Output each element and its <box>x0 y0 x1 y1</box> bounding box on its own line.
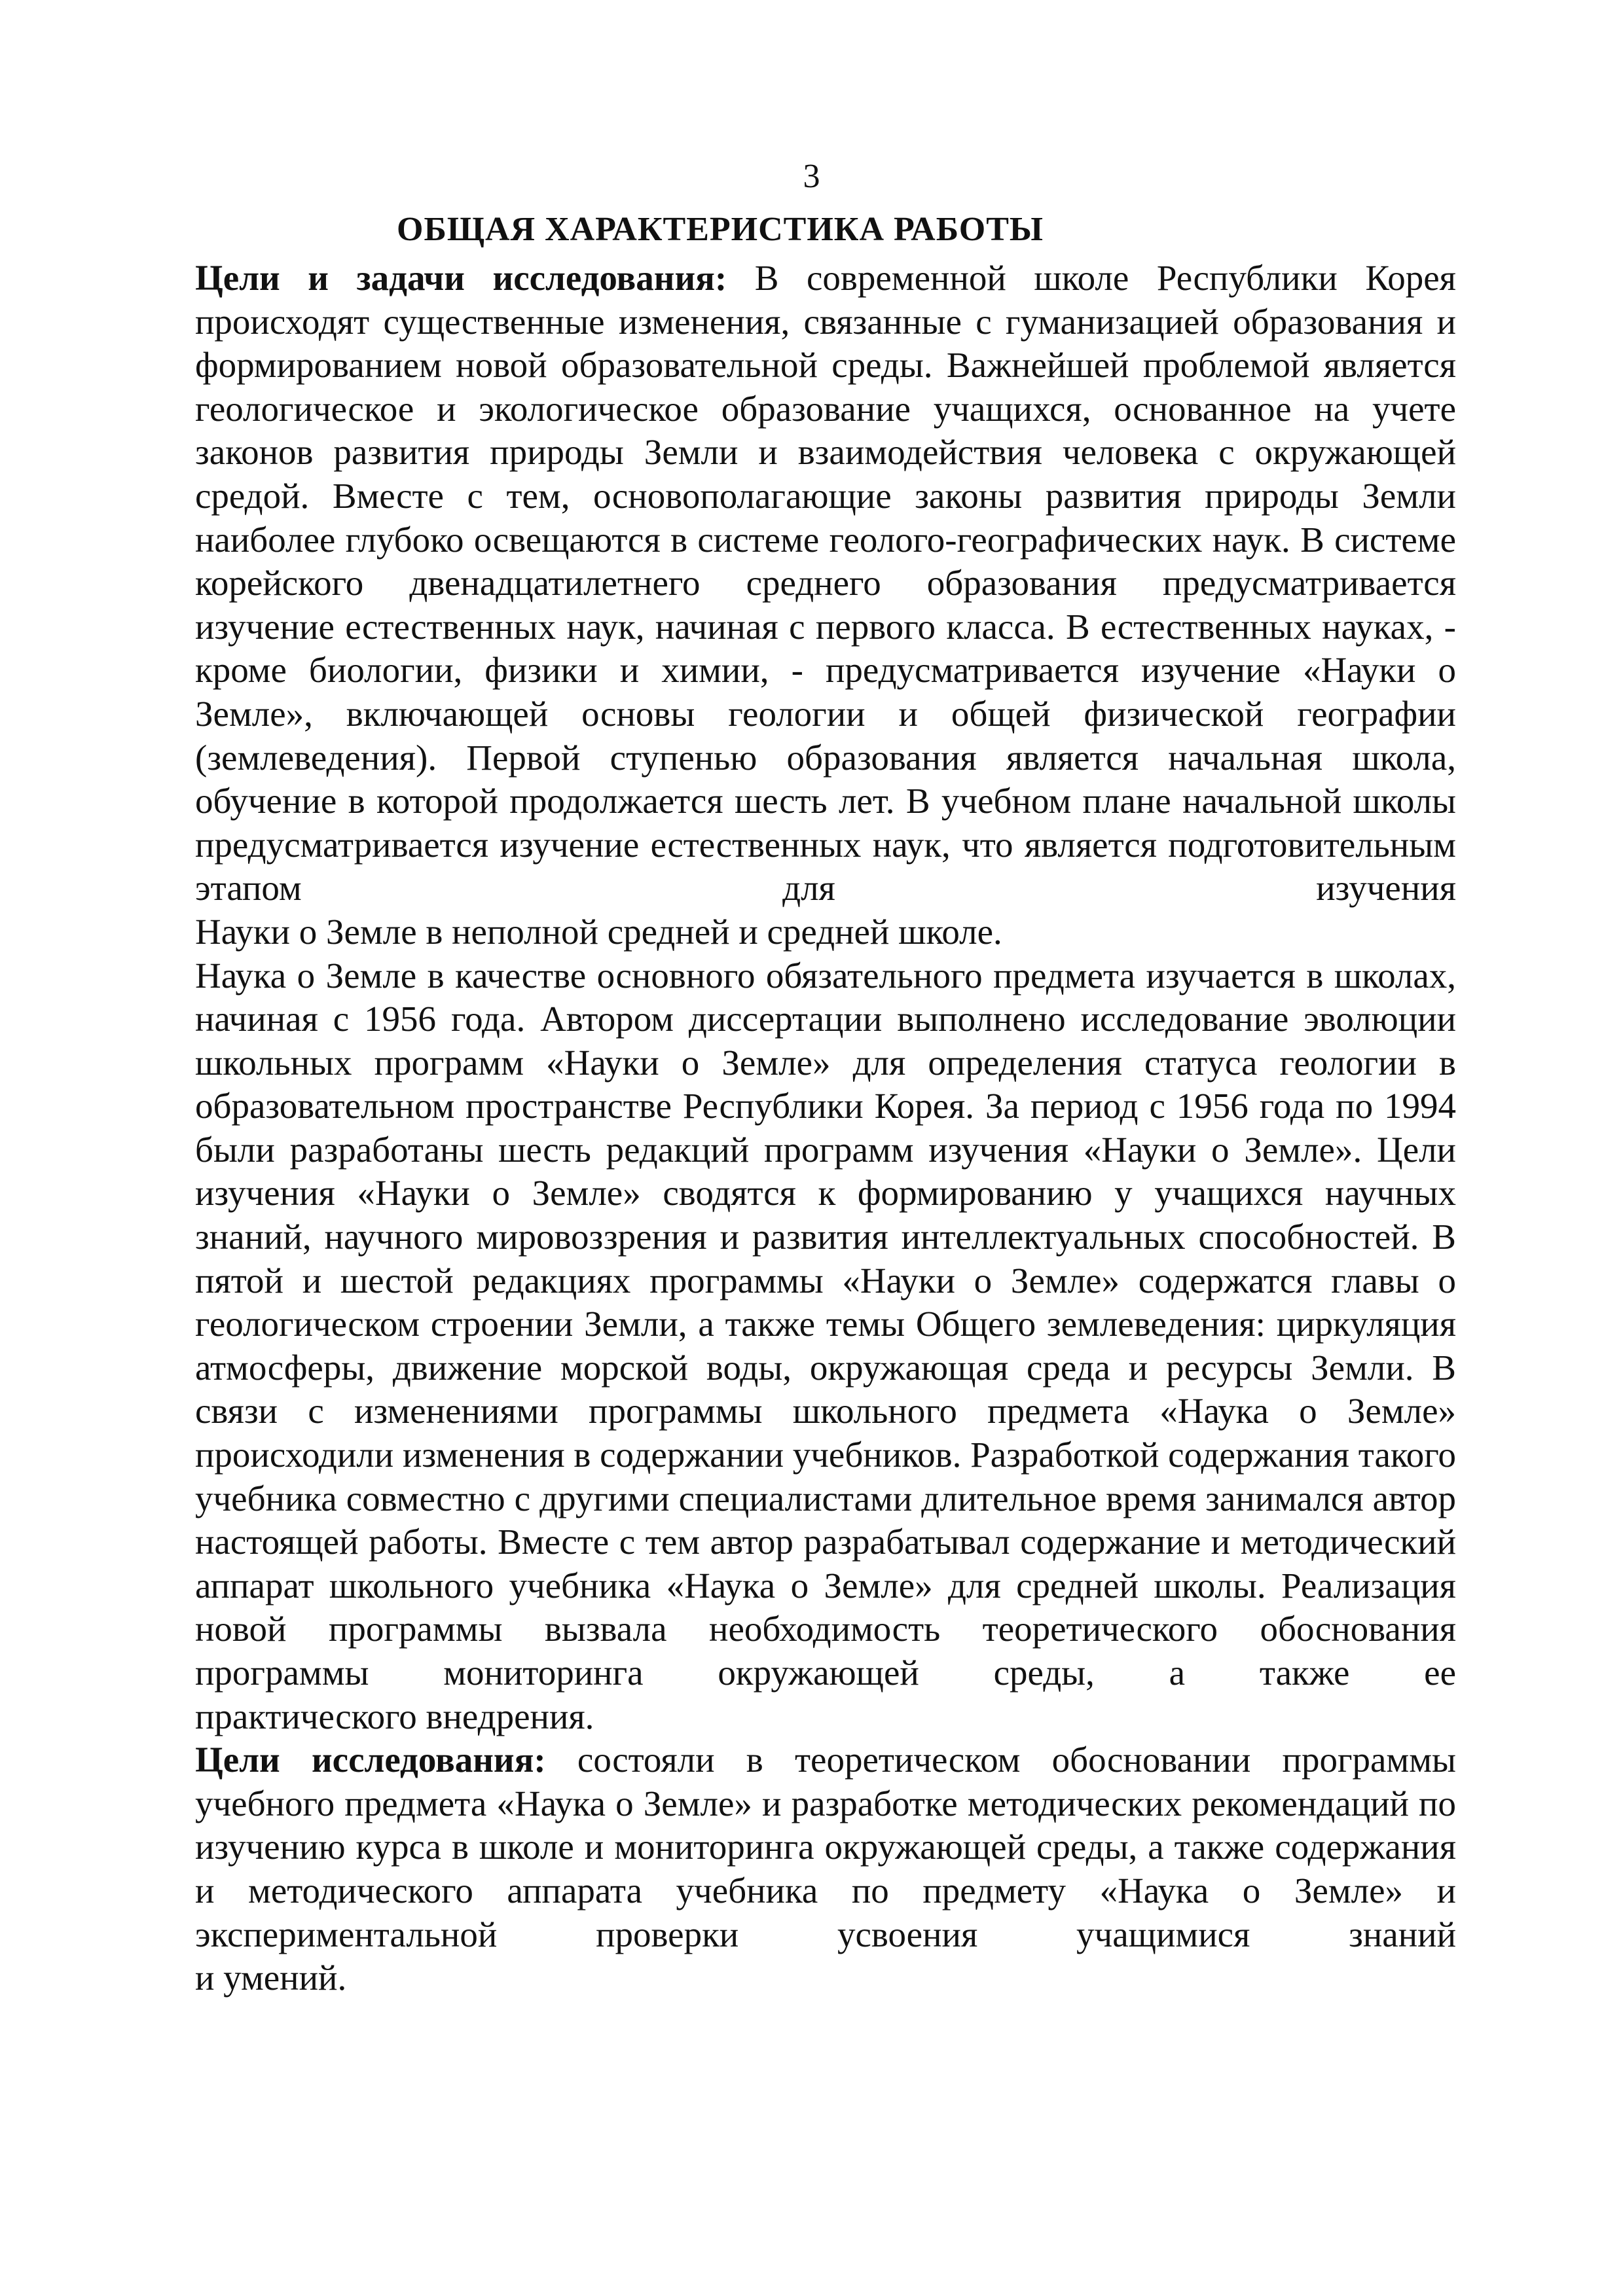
paragraph-research-goals <box>195 1738 1456 2000</box>
paragraph-text: В современной школе Республики Корея происходят существенные изменения, связанные с гуманизацией образования и формированием новой образовательной среды. Важнейшей проблемой является геологическое и экологическое образование учащихся, основанное на учете законов развития природы Земли и взаимодействия человека с окружающей средой. Вместе с тем, основополагающие законы развития природы Земли наиболее глубоко освещаются в системе геолого-географических наук. В системе корейского двенадцатилетнего среднего образования предусматривается изучение естественных наук, начиная с первого класса. В естественных науках, - кроме биологии, физики и химии, - предусматривается изучение «Науки о Земле», включающей основы геологии и общей физической географии (землеведения). Первой ступенью образования является начальная школа, обучение в которой продолжается шесть лет. В учебном плане начальной школы предусматривается изучение естественных наук, что является подготовительным этапом для изучения <box>195 258 1456 908</box>
paragraph-goals-and-tasks <box>195 257 1456 954</box>
paragraph-last-line: практического внедрения. <box>195 1696 594 1736</box>
paragraph-earth-science-history <box>195 954 1456 1739</box>
paragraph-lead: Цели исследования: <box>195 1740 546 1780</box>
paragraph-text: Наука о Земле в качестве основного обязательного предмета изучается в школах, начиная с 1956 года. Автором диссертации выполнено исследование эволюции школьных программ «Науки о Земле» для определения статуса геологии в образовательном пространстве Республики Корея. За период с 1956 года по 1994 были разработаны шесть редакций программ изучения «Науки о Земле». Цели изучения «Науки о Земле» сводятся к формированию у учащихся научных знаний, научного мировоззрения и развития интеллектуальных способностей. В пятой и шестой редакциях программы «Науки о Земле» содержатся главы о геологическом строении Земли, а также темы Общего землеведения: циркуляция атмосферы, движение морской воды, окружающая среда и ресурсы Земли. В связи с изменениями программы школьного предмета «Наука о Земле» происходили изменения в содержании учебников. Разработкой содержания такого учебника совместно с другими специалистами длительное время занимался автор настоящей работы. Вместе с тем автор разрабатывал содержание и методический аппарат школьного учебника «Наука о Земле» для средней школы. Реализация новой программы вызвала необходимость теоретического обоснования программы мониторинга окружающей среды, а также ее <box>195 955 1456 1693</box>
paragraph-lead: Цели и задачи исследования: <box>195 258 727 298</box>
paragraph-last-line: и умений. <box>195 1958 347 1998</box>
paragraph-text: состояли в теоретическом обосновании программы учебного предмета «Наука о Земле» и разработке методических рекомендаций по изучению курса в школе и мониторинга окружающей среды, а также содержания и методического аппарата учебника по предмету «Наука о Земле» и экспериментальной проверки усвоения учащимися знаний <box>195 1740 1456 1954</box>
paragraph-last-line: Науки о Земле в неполной средней и средней школе. <box>195 911 1002 952</box>
body-text <box>195 257 1456 2000</box>
page-title: ОБЩАЯ ХАРАКТЕРИСТИКА РАБОТЫ <box>397 211 1044 248</box>
page-number: 3 <box>803 158 820 195</box>
